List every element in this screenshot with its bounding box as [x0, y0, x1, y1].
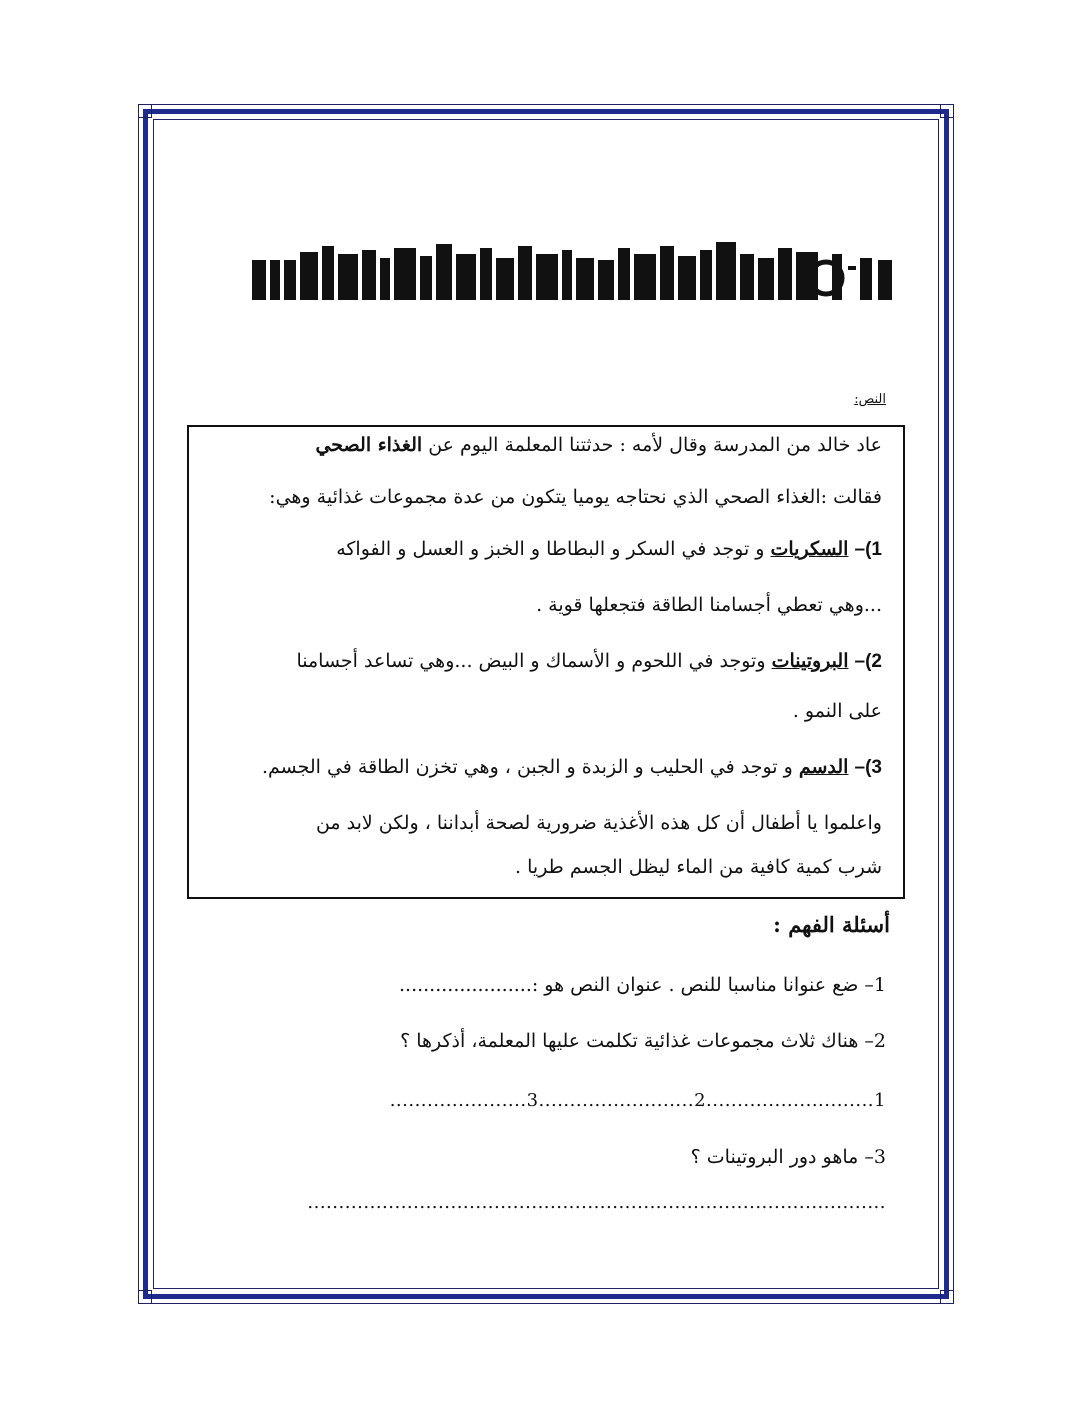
text-section-label: النص:	[854, 392, 886, 407]
passage-item-2: 2)– البروتينات وتوجد في اللحوم و الأسماك و البيض ...وهي تساعد أجسامنا	[296, 650, 882, 672]
question-3-answer-line: .............................................................................................	[307, 1192, 886, 1213]
question-2-answer-lines: 1...........................2.........................3......................	[389, 1090, 886, 1111]
passage-topic: الغذاء الصحي	[315, 434, 423, 456]
passage-line-1: عاد خالد من المدرسة وقال لأمه : حدثتنا المعلمة اليوم عن الغذاء الصحي	[315, 434, 882, 456]
frame-corner-ornament	[940, 104, 954, 118]
passage-line-2: فقالت :الغذاء الصحي الذي نحتاجه يوميا يتكون من عدة مجموعات غذائية وهي:	[269, 486, 882, 508]
question-3: 3– ماهو دور البروتينات ؟	[690, 1146, 886, 1168]
question-1: 1– ضع عنوانا مناسبا للنص . عنوان النص هو :......................	[398, 974, 886, 996]
passage-item-1-cont: ...وهي تعطي أجسامنا الطاقة فتجعلها قوية .	[536, 594, 882, 616]
passage-line-final: شرب كمية كافية من الماء ليظل الجسم طريا .	[515, 856, 882, 878]
questions-heading: أسئلة الفهم :	[773, 912, 890, 937]
title-artwork	[248, 236, 898, 304]
passage-line-closing: واعلموا يا أطفال أن كل هذه الأغذية ضرورية لصحة أبداننا ، ولكن لابد من	[315, 812, 882, 834]
frame-corner-ornament	[138, 104, 152, 118]
question-2: 2– هناك ثلاث مجموعات غذائية تكلمت عليها المعلمة، أذكرها ؟	[400, 1030, 886, 1052]
passage-item-3: 3)– الدسم و توجد في الحليب و الزبدة و الجبن ، وهي تخزن الطاقة في الجسم.	[261, 756, 882, 778]
frame-corner-ornament	[940, 1290, 954, 1304]
passage-item-2-cont: على النمو .	[792, 700, 882, 722]
passage-item-1: 1)– السكريات و توجد في السكر و البطاطا و الخبز و العسل و الفواكه	[336, 538, 882, 560]
frame-corner-ornament	[138, 1290, 152, 1304]
